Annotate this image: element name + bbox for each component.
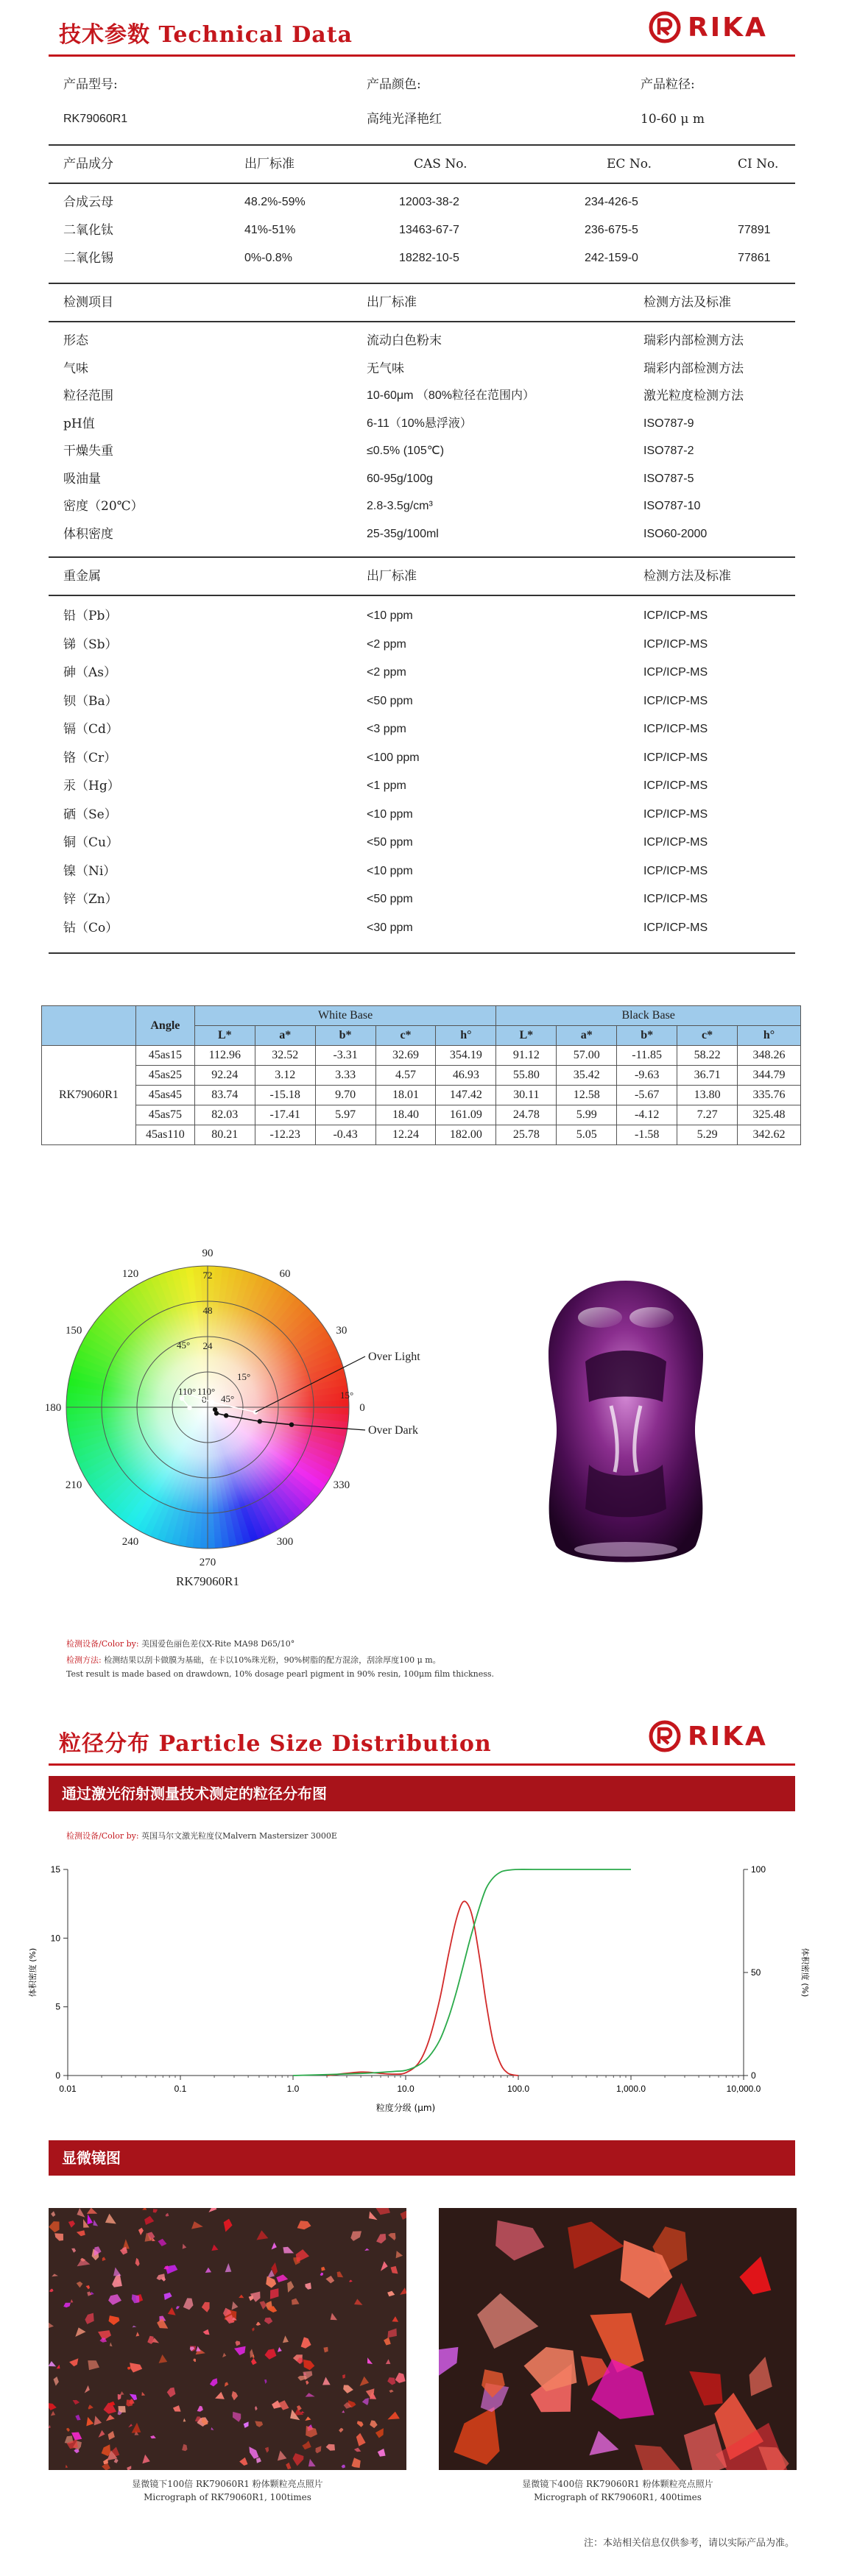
divider xyxy=(49,283,795,284)
rika-logo xyxy=(648,10,768,44)
color-col-header: h° xyxy=(738,1026,801,1046)
metal-method: ICP/ICP-MS xyxy=(643,694,708,707)
psd-device-note xyxy=(66,1830,337,1841)
color-col-header: L* xyxy=(194,1026,255,1046)
table-row xyxy=(62,250,792,278)
metal-method: ICP/ICP-MS xyxy=(643,723,708,735)
metal-method: ICP/ICP-MS xyxy=(643,836,708,849)
metal-limit: <3 ppm xyxy=(367,723,406,735)
metal-method: ICP/ICP-MS xyxy=(643,921,708,934)
white-value-cell: 80.21 xyxy=(194,1125,255,1145)
over-dark-trace-point xyxy=(258,1419,262,1423)
test-standard: 10-60μm （80%粒径在范围内） xyxy=(367,389,535,402)
color-device-label: 检测设备/Color by: xyxy=(66,1639,139,1649)
white-value-cell: 354.19 xyxy=(436,1046,496,1066)
table-row xyxy=(42,1125,801,1145)
divider xyxy=(49,952,795,954)
metal-name: 锌（Zn） xyxy=(63,892,118,907)
white-value-cell: 18.40 xyxy=(375,1105,436,1125)
standard-value: 48.2%-59% xyxy=(244,196,306,208)
angle-cell: 45as110 xyxy=(135,1125,194,1145)
test-standard: 流动白色粉末 xyxy=(367,333,442,348)
black-value-cell: 335.76 xyxy=(738,1086,801,1105)
table-row xyxy=(62,222,792,250)
angle-annotation: 45° xyxy=(221,1393,235,1404)
y-tick-label: 5 xyxy=(55,2001,60,2012)
black-value-cell: 58.22 xyxy=(677,1046,738,1066)
psd-banner: 通过激光衍射测量技术测定的粒径分布图 xyxy=(49,1776,795,1811)
test-standard: 出厂标准 xyxy=(367,569,417,584)
x-tick-label: 1.0 xyxy=(286,2084,300,2094)
metal-limit: <50 ppm xyxy=(367,836,413,849)
black-value-cell: 342.62 xyxy=(738,1125,801,1145)
micro1-caption xyxy=(49,2477,406,2504)
over-light-label: Over Light xyxy=(368,1351,420,1363)
metal-method: ICP/ICP-MS xyxy=(643,893,708,905)
metal-name: 镉（Cd） xyxy=(63,722,119,737)
table-row xyxy=(62,750,792,778)
size-label: 产品粒径: xyxy=(641,77,695,92)
white-value-cell: 3.12 xyxy=(255,1066,315,1086)
metal-method: ICP/ICP-MS xyxy=(643,864,708,877)
test-method: ISO787-10 xyxy=(643,500,701,512)
test-item: 粒径范围 xyxy=(63,389,113,403)
y-tick-label: 10 xyxy=(50,1933,60,1944)
metal-limit: <10 ppm xyxy=(367,864,413,877)
table-row xyxy=(62,498,792,526)
over-dark-label: Over Dark xyxy=(368,1424,418,1437)
black-value-cell: -4.12 xyxy=(617,1105,677,1125)
over-light-trace-point xyxy=(210,1400,214,1404)
metal-limit: <10 ppm xyxy=(367,609,413,622)
black-value-cell: 30.11 xyxy=(496,1086,557,1105)
white-value-cell: 112.96 xyxy=(194,1046,255,1066)
test-item: 吸油量 xyxy=(63,471,101,486)
table-row xyxy=(42,1086,801,1105)
metal-name: 锑（Sb） xyxy=(63,637,118,652)
angle-label: 240 xyxy=(121,1535,139,1548)
angle-annotation: 110° xyxy=(197,1386,216,1397)
table-row xyxy=(62,333,792,361)
angle-label: 180 xyxy=(44,1402,62,1414)
table-row xyxy=(62,443,792,471)
psd-device-value: 英国马尔文激光粒度仪Malvern Mastersizer 3000E xyxy=(141,1831,337,1841)
white-value-cell: 18.01 xyxy=(375,1086,436,1105)
micrograph-100x xyxy=(49,2208,406,2470)
metal-name: 钴（Co） xyxy=(63,920,119,935)
angle-label: 300 xyxy=(276,1535,294,1548)
color-method-label: 检测方法: xyxy=(66,1655,102,1665)
angle-annotation: 110° xyxy=(178,1386,197,1397)
ci-number: 77891 xyxy=(738,224,771,236)
product-code-cell: RK79060R1 xyxy=(42,1046,136,1145)
micro-banner: 显微镜图 xyxy=(49,2140,795,2176)
x-tick-label: 100.0 xyxy=(507,2084,530,2094)
metal-name: 汞（Hg） xyxy=(63,779,120,793)
y-axis-label-right: 体积密度 (%) xyxy=(800,1947,810,1998)
ingredient-name: 二氧化锡 xyxy=(63,251,113,266)
footer-note: 注：本站相关信息仅供参考，请以实际产品为准。 xyxy=(583,2538,794,2549)
ec-number: 234-426-5 xyxy=(585,196,638,208)
model-label: 产品型号: xyxy=(63,77,118,92)
metal-method: ICP/ICP-MS xyxy=(643,609,708,622)
particle-size-chart xyxy=(22,1855,821,2120)
black-value-cell: 7.27 xyxy=(677,1105,738,1125)
black-value-cell: 325.48 xyxy=(738,1105,801,1125)
radius-label: 24 xyxy=(202,1340,213,1351)
metal-method: ICP/ICP-MS xyxy=(643,807,708,821)
x-tick-label: 10,000.0 xyxy=(726,2084,761,2094)
color-value: 高纯光泽艳红 xyxy=(367,112,442,127)
color-col-header: c* xyxy=(677,1026,738,1046)
rika-logo-icon xyxy=(648,1719,682,1753)
color-device-note xyxy=(66,1638,294,1649)
x-tick-label: 1,000.0 xyxy=(616,2084,646,2094)
x-axis-label: 粒度分级 (μm) xyxy=(375,2103,436,2113)
color-col-header: a* xyxy=(557,1026,617,1046)
black-value-cell: 344.79 xyxy=(738,1066,801,1086)
over-light-trace-point xyxy=(253,1409,258,1414)
rika-logo-icon xyxy=(648,10,682,44)
y-axis-label-left: 体积密度 (%) xyxy=(28,1947,38,1998)
angle-annotation: 15° xyxy=(237,1371,251,1382)
over-dark-trace-point xyxy=(224,1413,228,1418)
test-standard: 2.8-3.5g/cm³ xyxy=(367,500,433,512)
angle-annotation: 15° xyxy=(340,1390,354,1401)
test-item: 形态 xyxy=(63,333,88,348)
black-value-cell: -1.58 xyxy=(617,1125,677,1145)
metal-name: 硒（Se） xyxy=(63,807,117,822)
size-value: 10-60 μ m xyxy=(641,112,705,127)
angle-label: 30 xyxy=(336,1325,348,1337)
metal-limit: <10 ppm xyxy=(367,807,413,821)
metal-limit: <30 ppm xyxy=(367,921,413,934)
angle-annotation: 45° xyxy=(177,1340,191,1351)
test-standard: 6-11（10%悬浮液） xyxy=(367,417,472,430)
table-row xyxy=(62,608,792,636)
cas-number: 18282-10-5 xyxy=(399,252,459,264)
test-item: 干燥失重 xyxy=(63,444,113,459)
angle-label: 330 xyxy=(333,1479,350,1491)
color-col-header: b* xyxy=(617,1026,677,1046)
test-item: 检测项目 xyxy=(63,295,113,310)
micro2-caption xyxy=(439,2477,797,2504)
angle-header: Angle xyxy=(135,1006,194,1046)
white-value-cell: 161.09 xyxy=(436,1105,496,1125)
metal-limit: <2 ppm xyxy=(367,637,406,651)
ingredient-name: 合成云母 xyxy=(63,195,113,210)
composition-header-row xyxy=(62,156,792,184)
black-value-cell: 5.05 xyxy=(557,1125,617,1145)
metal-name: 铬（Cr） xyxy=(63,750,117,765)
angle-cell: 45as25 xyxy=(135,1066,194,1086)
table-row xyxy=(62,637,792,665)
angle-label: 90 xyxy=(202,1248,214,1259)
test-method: ISO787-5 xyxy=(643,472,694,485)
color-col-header: L* xyxy=(496,1026,557,1046)
black-value-cell: -9.63 xyxy=(617,1066,677,1086)
black-value-cell: 5.99 xyxy=(557,1105,617,1125)
black-value-cell: 24.78 xyxy=(496,1105,557,1125)
metal-limit: <50 ppm xyxy=(367,893,413,905)
color-method-english: Test result is made based on drawdown, 10% dosage pearl pigment in 90% resin, 100μm film thickness. xyxy=(66,1669,495,1679)
pigment-particle xyxy=(127,2367,130,2370)
header-rule xyxy=(49,1763,795,1766)
cas-number: 12003-38-2 xyxy=(399,196,459,208)
psd-title: 粒径分布 Particle Size Distribution xyxy=(59,1731,492,1757)
white-value-cell: 182.00 xyxy=(436,1125,496,1145)
black-value-cell: 35.42 xyxy=(557,1066,617,1086)
ingredient-name: 二氧化钛 xyxy=(63,223,113,238)
model-value: RK79060R1 xyxy=(63,113,128,125)
white-value-cell: 9.70 xyxy=(315,1086,375,1105)
divider xyxy=(49,144,795,146)
color-col-header: a* xyxy=(255,1026,315,1046)
white-value-cell: 92.24 xyxy=(194,1066,255,1086)
ec-number: 236-675-5 xyxy=(585,224,638,236)
test-item: 体积密度 xyxy=(63,526,113,542)
test-standard: 60-95g/100g xyxy=(367,472,433,485)
color-col-header: h° xyxy=(436,1026,496,1046)
table-row xyxy=(62,526,792,554)
color-col-header: b* xyxy=(315,1026,375,1046)
white-value-cell: -12.23 xyxy=(255,1125,315,1145)
x-tick-label: 10.0 xyxy=(397,2084,415,2094)
table-row xyxy=(62,693,792,721)
table-row xyxy=(42,1066,801,1086)
test-method: 瑞彩内部检测方法 xyxy=(643,361,744,376)
table-row xyxy=(62,721,792,749)
over-light-trace-point xyxy=(187,1406,191,1410)
color-label: 产品颜色: xyxy=(367,77,421,92)
black-value-cell: -5.67 xyxy=(617,1086,677,1105)
col-header: EC No. xyxy=(607,157,652,171)
test-method: ISO60-2000 xyxy=(643,527,708,540)
header-rule xyxy=(49,54,795,57)
table-row xyxy=(62,835,792,863)
metal-method: ICP/ICP-MS xyxy=(643,666,708,679)
car-color-sample xyxy=(515,1266,736,1575)
col-header: CI No. xyxy=(738,157,779,171)
test-item: 重金属 xyxy=(63,569,101,584)
angle-label: 270 xyxy=(199,1557,216,1568)
micro2-caption-en: Micrograph of RK79060R1, 400times xyxy=(534,2492,702,2502)
test-item: 密度（20℃） xyxy=(63,499,144,514)
black-value-cell: 13.80 xyxy=(677,1086,738,1105)
y-tick-label: 0 xyxy=(751,2070,756,2081)
y-tick-label: 50 xyxy=(751,1967,761,1978)
black-value-cell: 5.29 xyxy=(677,1125,738,1145)
metals-header-row xyxy=(62,568,792,596)
white-value-cell: 82.03 xyxy=(194,1105,255,1125)
white-value-cell: 83.74 xyxy=(194,1086,255,1105)
metal-method: ICP/ICP-MS xyxy=(643,751,708,764)
table-row xyxy=(42,1046,801,1066)
color-polar-chart xyxy=(44,1244,456,1627)
page-title: 技术参数 Technical Data xyxy=(59,22,353,48)
angle-label: 120 xyxy=(121,1268,139,1281)
table-row xyxy=(62,361,792,389)
white-value-cell: 147.42 xyxy=(436,1086,496,1105)
logo-text: RIKA xyxy=(688,12,768,43)
black-value-cell: 57.00 xyxy=(557,1046,617,1066)
y-tick-label: 15 xyxy=(50,1864,60,1875)
color-col-header: c* xyxy=(375,1026,436,1046)
angle-label: 210 xyxy=(65,1479,82,1491)
white-value-cell: -17.41 xyxy=(255,1105,315,1125)
color-method-note xyxy=(66,1654,441,1666)
angle-label: 0 xyxy=(359,1402,365,1414)
black-value-cell: 348.26 xyxy=(738,1046,801,1066)
micrograph-400x xyxy=(439,2208,797,2470)
cas-number: 13463-67-7 xyxy=(399,224,459,236)
x-tick-label: 0.01 xyxy=(59,2084,77,2094)
pigment-particle xyxy=(126,2399,133,2406)
over-dark-trace-point xyxy=(213,1407,217,1412)
color-device-value: 美国爱色丽色差仪X-Rite MA98 D65/10° xyxy=(141,1639,295,1649)
metal-limit: <1 ppm xyxy=(367,779,406,792)
metal-name: 钡（Ba） xyxy=(63,693,118,709)
white-value-cell: -0.43 xyxy=(315,1125,375,1145)
white-value-cell: 12.24 xyxy=(375,1125,436,1145)
y-tick-label: 0 xyxy=(55,2070,60,2081)
white-value-cell: 32.52 xyxy=(255,1046,315,1066)
table-row xyxy=(62,194,792,222)
col-header: 产品成分 xyxy=(63,157,113,171)
color-data-table xyxy=(41,1005,801,1145)
metal-name: 镍（Ni） xyxy=(63,863,116,879)
col-header: 出厂标准 xyxy=(244,157,294,171)
table-row xyxy=(62,778,792,806)
table-row xyxy=(42,1105,801,1125)
test-item: 气味 xyxy=(63,361,88,376)
white-value-cell: 5.97 xyxy=(315,1105,375,1125)
y-tick-label: 100 xyxy=(751,1864,766,1875)
black-value-cell: 55.80 xyxy=(496,1066,557,1086)
white-value-cell: 4.57 xyxy=(375,1066,436,1086)
color-method-value: 检测结果以刮卡做膜为基础，在卡以10%珠光粉，90%树脂的配方混涂，刮涂厚度100 μ m。 xyxy=(104,1655,441,1665)
table-row xyxy=(62,665,792,693)
angle-cell: 45as15 xyxy=(135,1046,194,1066)
test-standard: 无气味 xyxy=(367,361,404,376)
polar-caption: RK79060R1 xyxy=(176,1574,239,1588)
white-base-header: White Base xyxy=(194,1006,496,1026)
test-item: pH值 xyxy=(63,416,95,431)
test-method: ISO787-9 xyxy=(643,417,694,430)
black-value-cell: 91.12 xyxy=(496,1046,557,1066)
black-value-cell: 25.78 xyxy=(496,1125,557,1145)
ec-number: 242-159-0 xyxy=(585,252,638,264)
white-value-cell: 3.33 xyxy=(315,1066,375,1086)
standard-value: 41%-51% xyxy=(244,224,296,236)
radius-label: 72 xyxy=(202,1270,213,1281)
cumulative-curve xyxy=(293,1869,631,2076)
micro1-caption-en: Micrograph of RK79060R1, 100times xyxy=(144,2492,311,2502)
standard-value: 0%-0.8% xyxy=(244,252,292,264)
col-header: CAS No. xyxy=(414,157,468,171)
test-method: 激光粒度检测方法 xyxy=(643,389,744,403)
rika-logo xyxy=(648,1719,768,1753)
black-base-header: Black Base xyxy=(496,1006,801,1026)
psd-device-label: 检测设备/Color by: xyxy=(66,1831,139,1841)
white-value-cell: 32.69 xyxy=(375,1046,436,1066)
black-value-cell: 12.58 xyxy=(557,1086,617,1105)
micro1-caption-cn: 显微镜下100倍 RK79060R1 粉体颗粒亮点照片 xyxy=(132,2479,323,2489)
frequency-curve xyxy=(327,1901,518,2076)
angle-cell: 45as45 xyxy=(135,1086,194,1105)
metal-limit: <2 ppm xyxy=(367,666,406,679)
logo-text: RIKA xyxy=(688,1721,768,1752)
black-value-cell: -11.85 xyxy=(617,1046,677,1066)
test-standard: 25-35g/100ml xyxy=(367,527,439,540)
angle-label: 150 xyxy=(65,1325,82,1337)
angle-cell: 45as75 xyxy=(135,1105,194,1125)
radius-label: 48 xyxy=(202,1305,213,1316)
metal-limit: <100 ppm xyxy=(367,751,420,764)
metal-limit: <50 ppm xyxy=(367,694,413,707)
white-value-cell: -3.31 xyxy=(315,1046,375,1066)
table-row xyxy=(62,416,792,444)
table-row xyxy=(62,807,792,835)
table-row xyxy=(62,920,792,948)
metal-method: ICP/ICP-MS xyxy=(643,637,708,651)
metal-name: 砷（As） xyxy=(63,665,117,680)
table-row xyxy=(62,388,792,416)
test-standard: 出厂标准 xyxy=(367,295,417,310)
table-row xyxy=(62,891,792,919)
micro2-caption-cn: 显微镜下400倍 RK79060R1 粉体颗粒亮点照片 xyxy=(522,2479,713,2489)
white-value-cell: -15.18 xyxy=(255,1086,315,1105)
radius-label: 0 xyxy=(202,1394,207,1405)
black-value-cell: 36.71 xyxy=(677,1066,738,1086)
angle-label: 60 xyxy=(279,1268,291,1281)
table-row xyxy=(62,471,792,499)
test-standard: ≤0.5% (105℃) xyxy=(367,445,445,457)
metal-name: 铅（Pb） xyxy=(63,609,118,623)
test-method: 检测方法及标准 xyxy=(643,569,731,584)
white-value-cell: 46.93 xyxy=(436,1066,496,1086)
test-method: 瑞彩内部检测方法 xyxy=(643,333,744,348)
test-method: ISO787-2 xyxy=(643,445,694,457)
metal-name: 铜（Cu） xyxy=(63,835,119,850)
divider xyxy=(49,556,795,558)
table-row xyxy=(62,863,792,891)
metal-method: ICP/ICP-MS xyxy=(643,779,708,792)
ci-number: 77861 xyxy=(738,252,771,264)
x-tick-label: 0.1 xyxy=(174,2084,187,2094)
tests-header-row xyxy=(62,294,792,322)
test-method: 检测方法及标准 xyxy=(643,295,731,310)
